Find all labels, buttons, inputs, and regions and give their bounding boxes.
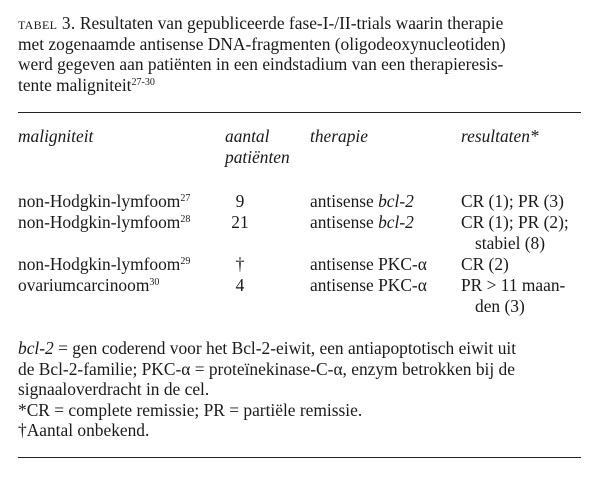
- table-row-3-result: CR (2): [461, 254, 509, 274]
- footnote-line-2: de Bcl-2-familie; PKC-α = proteïnekinase-C-α, enzym betrokken bij de: [18, 358, 515, 379]
- caption-line-2: met zogenaamde antisense DNA-fragmenten (oligodeoxynucleotiden): [18, 33, 506, 54]
- table-row-1-result: CR (1); PR (3): [461, 191, 564, 211]
- footnote-gene: bcl-2: [18, 338, 54, 358]
- footnote-line-5: †Aantal onbekend.: [18, 420, 150, 440]
- footnote-line-3: signaaloverdracht in de cel.: [18, 379, 210, 399]
- caption-line-4: tente maligniteit: [18, 74, 132, 95]
- table-row-2-count: 21: [231, 212, 249, 232]
- caption-line-3: werd gegeven aan patiënten in een eindstadium van een therapieresis-: [18, 54, 504, 74]
- header-therapie: therapie: [310, 126, 368, 146]
- table-row-3-malignity: non-Hodgkin-lymfoom$^{29}$: [18, 254, 191, 274]
- header-aantal-patienten: aantal patiënten: [225, 126, 290, 167]
- table-row-2-result: CR (1); PR (2);: [461, 212, 569, 232]
- table-row-3-therapy: antisense PKC-α: [310, 254, 427, 274]
- table-row-4-malignity: ovariumcarcinoom$^{30}$: [18, 275, 160, 295]
- header-maligniteit: maligniteit: [18, 126, 94, 146]
- table-label: tabel 3.: [18, 13, 76, 33]
- footnote-line-1: = gen coderend voor het Bcl-2-eiwit, een antiapoptotisch eiwit uit: [53, 338, 517, 358]
- table-row-2-therapy: antisense bcl-2: [310, 212, 414, 232]
- table-row-2-result-cont: stabiel (8): [475, 233, 546, 253]
- table-row-2-malignity: non-Hodgkin-lymfoom$^{28}$: [18, 212, 191, 232]
- table-row-3-count: †: [235, 254, 245, 274]
- table-row-4-therapy: antisense PKC-α: [310, 275, 427, 295]
- table-row-1-malignity: non-Hodgkin-lymfoom$^{27}$: [18, 191, 191, 211]
- caption-reference: 27-30: [131, 76, 155, 88]
- table-footnotes: [18, 338, 584, 441]
- bottom-rule: [18, 457, 581, 458]
- table-row-4-result-cont: den (3): [475, 296, 525, 316]
- header-resultaten: resultaten*: [461, 126, 539, 146]
- table-caption: [18, 13, 584, 95]
- table-row-4-result: PR > 11 maan-: [461, 275, 566, 295]
- top-rule: [18, 112, 581, 113]
- caption-line-1: Resultaten van gepubliceerde fase-I-/II-trials waarin therapie: [75, 13, 504, 33]
- table-row-4-count: 4: [235, 275, 245, 295]
- footnote-line-4: *CR = complete remissie; PR = partiële remissie.: [18, 399, 363, 420]
- table-row-1-count: 9: [235, 191, 245, 211]
- table-row-1-therapy: antisense bcl-2: [310, 191, 414, 211]
